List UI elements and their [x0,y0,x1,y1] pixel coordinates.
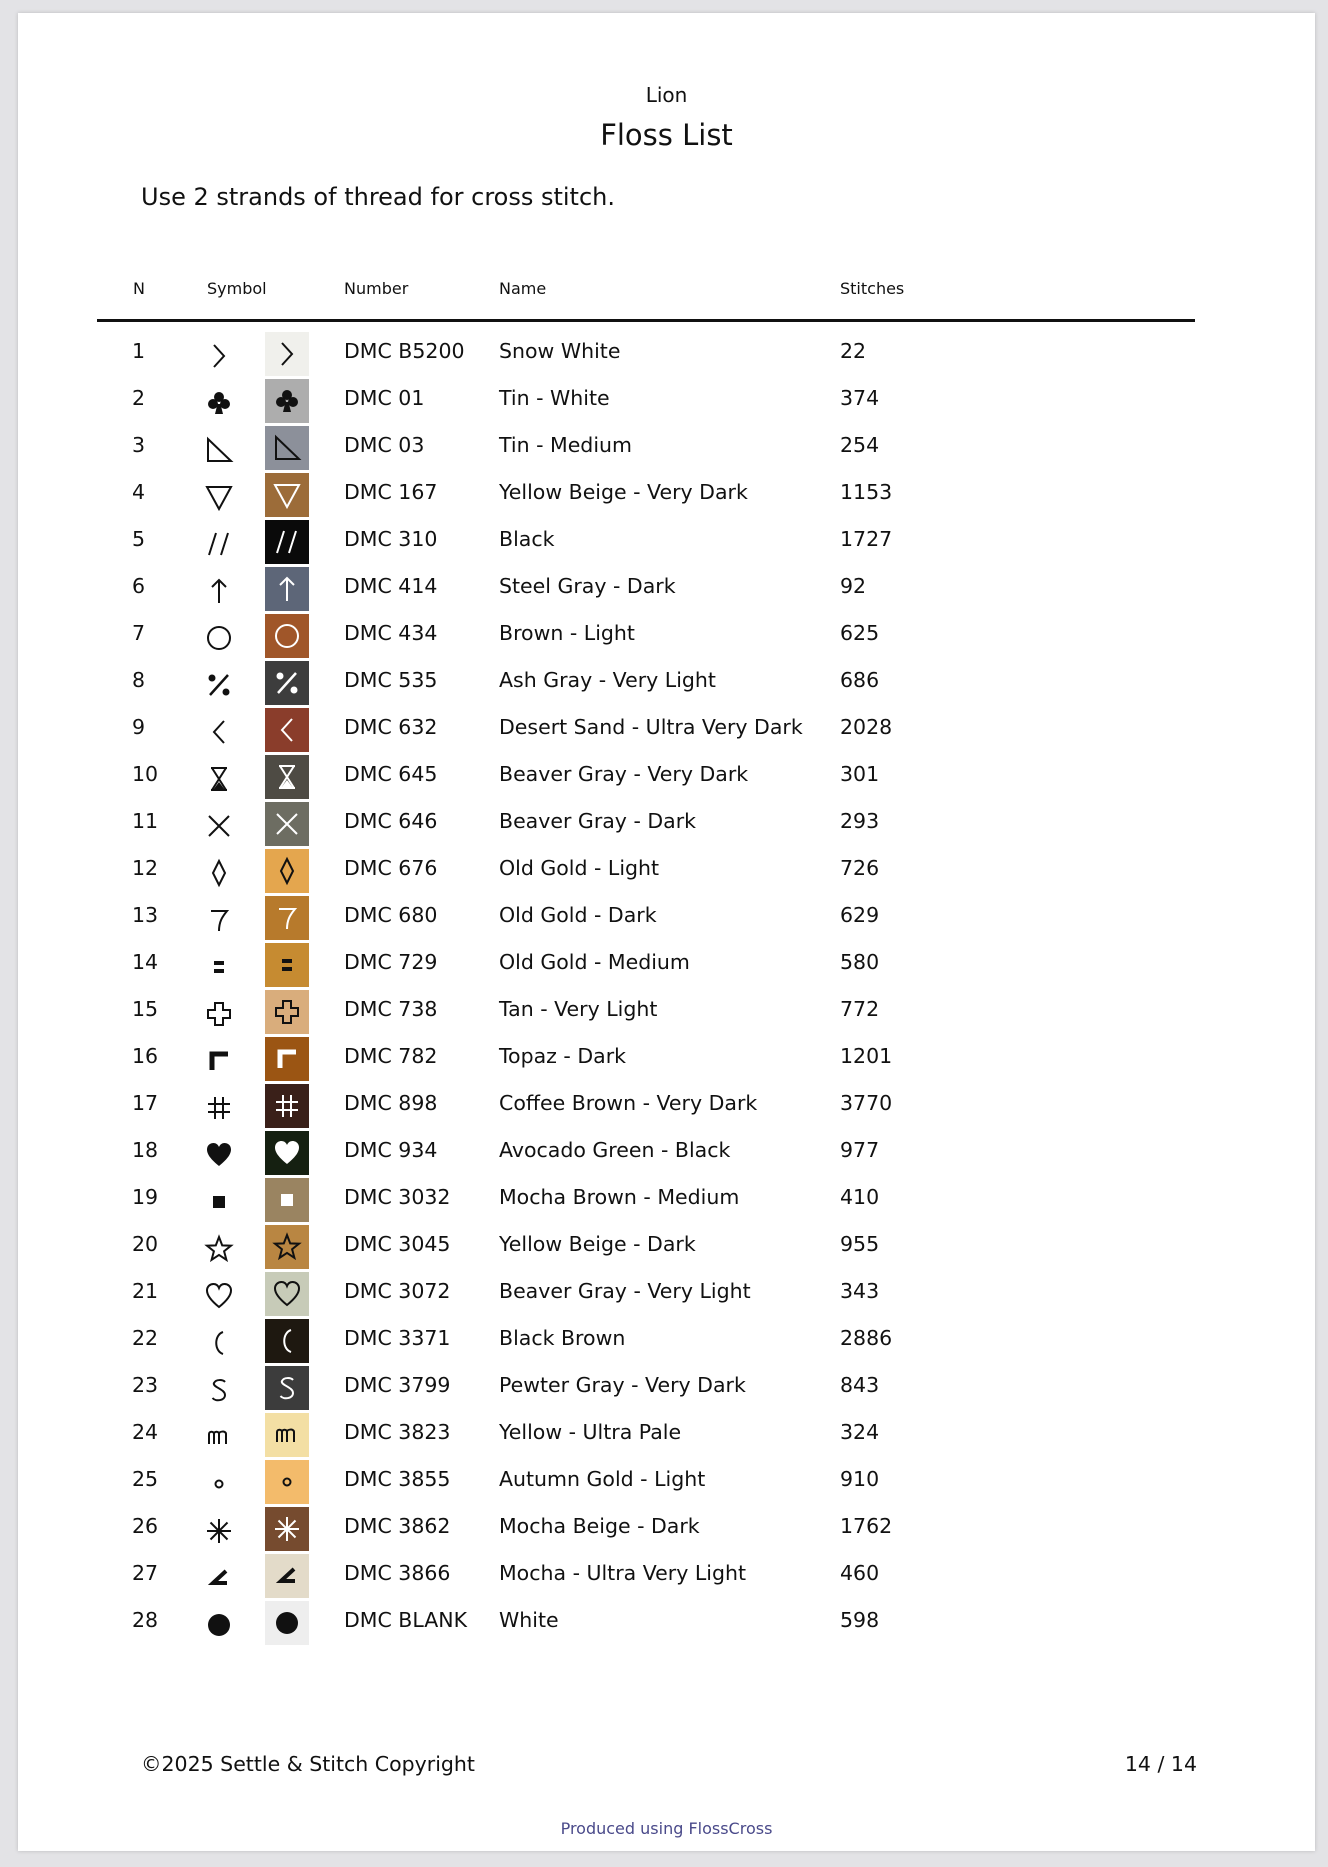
floss-number: DMC 738 [344,997,438,1021]
stitch-count: 625 [840,621,880,645]
floss-number: DMC 782 [344,1044,438,1068]
table-row [97,331,1195,378]
floss-index: 6 [132,574,146,598]
floss-index: 18 [132,1138,159,1162]
table-row [97,472,1195,519]
floss-name: Beaver Gray - Very Light [499,1279,751,1303]
stitch-count: 580 [840,950,880,974]
floss-name: Avocado Green - Black [499,1138,731,1162]
pattern-name: Lion [645,83,688,107]
floss-number: DMC 414 [344,574,438,598]
stitch-count: 686 [840,668,880,692]
stitch-count: 2028 [840,715,893,739]
equals-icon [197,945,241,989]
table-row [97,660,1195,707]
floss-index: 25 [132,1467,159,1491]
table-row [97,1036,1195,1083]
column-header-name: Name [499,279,547,298]
stitch-count: 598 [840,1608,880,1632]
floss-name: Mocha - Ultra Very Light [499,1561,747,1585]
floss-number: DMC 729 [344,950,438,974]
floss-number: DMC 310 [344,527,438,551]
floss-name: White [499,1608,559,1632]
floss-name: Coffee Brown - Very Dark [499,1091,758,1115]
chevron-right-icon [272,339,302,369]
hourglass-icon [272,762,302,792]
column-header-n: N [133,279,145,298]
floss-number: DMC 3855 [344,1467,451,1491]
stitch-count: 92 [840,574,867,598]
small-circle-icon [272,1467,302,1497]
floss-name: Yellow - Ultra Pale [499,1420,682,1444]
color-swatch [265,990,309,1034]
table-header [97,277,1195,322]
table-row [97,1365,1195,1412]
table-row [97,989,1195,1036]
stitch-count: 910 [840,1467,880,1491]
floss-number: DMC 680 [344,903,438,927]
floss-number: DMC 434 [344,621,438,645]
table-row [97,1224,1195,1271]
floss-name: Old Gold - Medium [499,950,690,974]
page-number: 14 / 14 [1124,1752,1197,1776]
up-arrow-icon [197,569,241,613]
stitch-count: 772 [840,997,880,1021]
color-swatch [265,755,309,799]
table-row [97,1130,1195,1177]
table-row [97,613,1195,660]
floss-name: Tin - Medium [499,433,632,457]
column-header-number: Number [344,279,409,298]
floss-name: Tan - Very Light [499,997,658,1021]
stitch-count: 2886 [840,1326,893,1350]
letter-m-icon [197,1415,241,1459]
column-header-symbol: Symbol [207,279,267,298]
floss-number: DMC 898 [344,1091,438,1115]
percent-icon [197,663,241,707]
square-icon [197,1180,241,1224]
floss-index: 8 [132,668,146,692]
diamond-icon [272,856,302,886]
floss-name: Yellow Beige - Very Dark [499,480,748,504]
floss-index: 5 [132,527,146,551]
floss-number: DMC 3371 [344,1326,451,1350]
floss-number: DMC 645 [344,762,438,786]
color-swatch [265,426,309,470]
square-icon [272,1185,302,1215]
filled-circle-icon [272,1608,302,1638]
color-swatch [265,943,309,987]
diamond-icon [197,851,241,895]
floss-number: DMC 167 [344,480,438,504]
circle-icon [197,616,241,660]
club-icon [197,381,241,425]
table-row [97,1177,1195,1224]
floss-name: Desert Sand - Ultra Very Dark [499,715,803,739]
floss-index: 26 [132,1514,159,1538]
floss-table-body [97,331,1195,1647]
floss-name: Snow White [499,339,621,363]
floss-name: Black Brown [499,1326,626,1350]
stitch-count: 1762 [840,1514,893,1538]
filled-circle-icon [197,1603,241,1647]
floss-number: DMC 3866 [344,1561,451,1585]
seven-icon [197,898,241,942]
floss-name: Tin - White [499,386,610,410]
right-triangle-icon [272,433,302,463]
cross-outline-icon [197,992,241,1036]
floss-name: Ash Gray - Very Light [499,668,716,692]
chevron-left-icon [197,710,241,754]
stitch-count: 374 [840,386,880,410]
floss-name: Steel Gray - Dark [499,574,676,598]
color-swatch [265,473,309,517]
floss-number: DMC 535 [344,668,438,692]
produced-by: Produced using FlossCross [560,1819,773,1838]
table-row [97,801,1195,848]
floss-number: DMC 676 [344,856,438,880]
floss-number: DMC 3032 [344,1185,451,1209]
floss-list-page [18,13,1315,1851]
stitch-count: 629 [840,903,880,927]
floss-index: 2 [132,386,146,410]
seven-icon [272,903,302,933]
color-swatch [265,614,309,658]
floss-name: Beaver Gray - Very Dark [499,762,749,786]
floss-number: DMC 3045 [344,1232,451,1256]
color-swatch [265,379,309,423]
floss-name: Autumn Gold - Light [499,1467,706,1491]
floss-name: Old Gold - Dark [499,903,657,927]
table-row [97,1600,1195,1647]
stitch-count: 254 [840,433,880,457]
floss-name: Mocha Beige - Dark [499,1514,700,1538]
angle-mark-icon [272,1561,302,1591]
floss-number: DMC 03 [344,433,425,457]
angle-mark-icon [197,1556,241,1600]
floss-index: 23 [132,1373,159,1397]
table-row [97,1459,1195,1506]
color-swatch [265,1507,309,1551]
stitch-count: 324 [840,1420,880,1444]
floss-index: 4 [132,480,146,504]
double-slash-icon [272,527,302,557]
color-swatch [265,1037,309,1081]
floss-name: Pewter Gray - Very Dark [499,1373,746,1397]
stitch-count: 726 [840,856,880,880]
floss-number: DMC B5200 [344,339,465,363]
up-arrow-icon [272,574,302,604]
floss-index: 9 [132,715,146,739]
stitch-count: 301 [840,762,880,786]
stitch-count: 3770 [840,1091,893,1115]
floss-index: 17 [132,1091,159,1115]
color-swatch [265,1225,309,1269]
double-slash-icon [197,522,241,566]
stitch-count: 1727 [840,527,893,551]
color-swatch [265,1413,309,1457]
percent-icon [272,668,302,698]
table-row [97,1553,1195,1600]
floss-index: 22 [132,1326,159,1350]
color-swatch [265,1131,309,1175]
color-swatch [265,708,309,752]
letter-s-icon [272,1373,302,1403]
star-icon [272,1232,302,1262]
floss-name: Black [499,527,555,551]
floss-number: DMC 3862 [344,1514,451,1538]
floss-index: 3 [132,433,146,457]
table-row [97,754,1195,801]
table-row [97,1412,1195,1459]
stitch-count: 955 [840,1232,880,1256]
color-swatch [265,1601,309,1645]
copyright: ©2025 Settle & Stitch Copyright [141,1752,475,1776]
table-row [97,942,1195,989]
letter-s-icon [197,1368,241,1412]
floss-number: DMC 934 [344,1138,438,1162]
heart-outline-icon [197,1274,241,1318]
color-swatch [265,849,309,893]
floss-index: 7 [132,621,146,645]
instructions: Use 2 strands of thread for cross stitch. [141,183,615,211]
color-swatch [265,1554,309,1598]
color-swatch [265,1178,309,1222]
crescent-icon [272,1326,302,1356]
x-cross-icon [197,804,241,848]
table-row [97,425,1195,472]
hash-icon [272,1091,302,1121]
stitch-count: 410 [840,1185,880,1209]
equals-icon [272,950,302,980]
page-title: Floss List [600,118,733,152]
table-row [97,519,1195,566]
color-swatch [265,802,309,846]
stitch-count: 1153 [840,480,893,504]
floss-number: DMC 3072 [344,1279,451,1303]
floss-name: Beaver Gray - Dark [499,809,697,833]
floss-index: 24 [132,1420,159,1444]
color-swatch [265,1084,309,1128]
floss-index: 16 [132,1044,159,1068]
floss-index: 28 [132,1608,159,1632]
table-row [97,378,1195,425]
asterisk-icon [197,1509,241,1553]
cross-outline-icon [272,997,302,1027]
color-swatch [265,661,309,705]
floss-number: DMC 646 [344,809,438,833]
floss-index: 27 [132,1561,159,1585]
stitch-count: 343 [840,1279,880,1303]
table-row [97,1083,1195,1130]
heart-outline-icon [272,1279,302,1309]
color-swatch [265,1319,309,1363]
stitch-count: 1201 [840,1044,893,1068]
floss-number: DMC 3823 [344,1420,451,1444]
floss-name: Mocha Brown - Medium [499,1185,740,1209]
table-row [97,895,1195,942]
floss-number: DMC BLANK [344,1608,468,1632]
floss-number: DMC 01 [344,386,425,410]
down-triangle-icon [197,475,241,519]
table-row [97,1318,1195,1365]
chevron-right-icon [197,334,241,378]
floss-index: 13 [132,903,159,927]
floss-index: 21 [132,1279,159,1303]
floss-index: 1 [132,339,146,363]
table-row [97,1506,1195,1553]
hourglass-icon [197,757,241,801]
down-triangle-icon [272,480,302,510]
floss-index: 11 [132,809,159,833]
column-header-stitches: Stitches [840,279,905,298]
small-circle-icon [197,1462,241,1506]
floss-index: 20 [132,1232,159,1256]
stitch-count: 843 [840,1373,880,1397]
color-swatch [265,1272,309,1316]
corner-icon [272,1044,302,1074]
stitch-count: 293 [840,809,880,833]
floss-name: Yellow Beige - Dark [499,1232,696,1256]
color-swatch [265,1460,309,1504]
heart-filled-icon [272,1138,302,1168]
crescent-icon [197,1321,241,1365]
floss-index: 15 [132,997,159,1021]
floss-index: 12 [132,856,159,880]
hash-icon [197,1086,241,1130]
letter-m-icon [272,1420,302,1450]
color-swatch [265,567,309,611]
floss-number: DMC 632 [344,715,438,739]
floss-index: 14 [132,950,159,974]
right-triangle-icon [197,428,241,472]
floss-name: Topaz - Dark [499,1044,626,1068]
floss-name: Brown - Light [499,621,635,645]
asterisk-icon [272,1514,302,1544]
stitch-count: 460 [840,1561,880,1585]
table-row [97,707,1195,754]
circle-icon [272,621,302,651]
color-swatch [265,332,309,376]
floss-name: Old Gold - Light [499,856,660,880]
table-row [97,1271,1195,1318]
table-row [97,848,1195,895]
club-icon [272,386,302,416]
color-swatch [265,1366,309,1410]
stitch-count: 22 [840,339,867,363]
heart-filled-icon [197,1133,241,1177]
chevron-left-icon [272,715,302,745]
floss-index: 10 [132,762,159,786]
floss-number: DMC 3799 [344,1373,451,1397]
color-swatch [265,896,309,940]
table-row [97,566,1195,613]
floss-index: 19 [132,1185,159,1209]
color-swatch [265,520,309,564]
star-icon [197,1227,241,1271]
stitch-count: 977 [840,1138,880,1162]
corner-icon [197,1039,241,1083]
x-cross-icon [272,809,302,839]
